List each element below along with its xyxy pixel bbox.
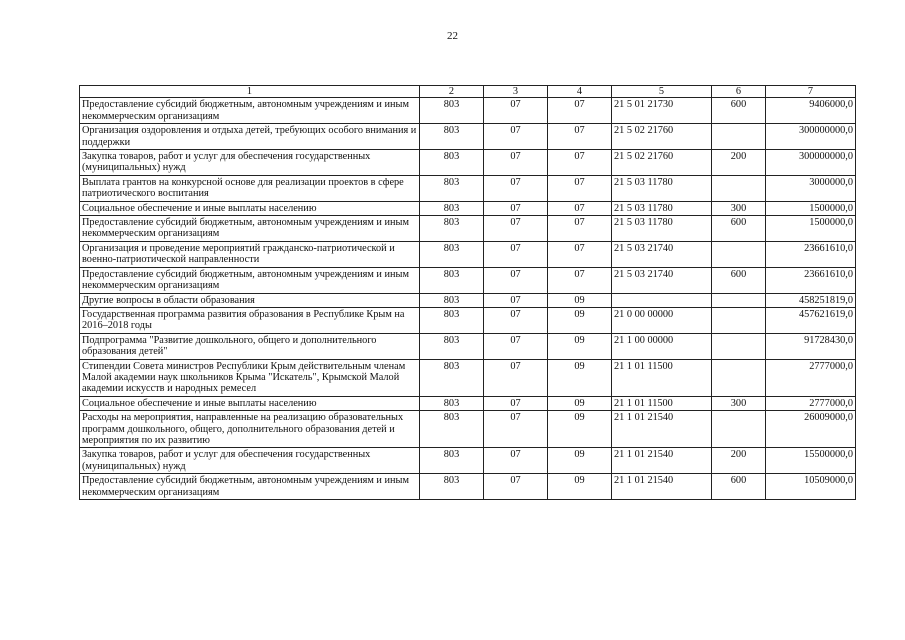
target-article-cell: 21 1 01 11500 <box>612 396 712 410</box>
expense-type-cell <box>712 307 766 333</box>
amount-cell: 300000000,0 <box>766 124 856 150</box>
section-cell: 07 <box>484 396 548 410</box>
table-row <box>80 98 856 124</box>
ministry-code-cell: 803 <box>420 175 484 201</box>
subsection-cell: 07 <box>548 124 612 150</box>
row-name-cell: Закупка товаров, работ и услуг для обеспечения государственных (муниципальных) нужд <box>80 448 420 474</box>
ministry-code-cell: 803 <box>420 98 484 124</box>
ministry-code-cell: 803 <box>420 293 484 307</box>
section-cell: 07 <box>484 411 548 448</box>
row-name-cell: Закупка товаров, работ и услуг для обеспечения государственных (муниципальных) нужд <box>80 150 420 176</box>
subsection-cell: 09 <box>548 293 612 307</box>
target-article-cell: 21 1 01 21540 <box>612 474 712 500</box>
section-cell: 07 <box>484 175 548 201</box>
ministry-code-cell: 803 <box>420 396 484 410</box>
amount-cell: 1500000,0 <box>766 201 856 215</box>
amount-cell: 26009000,0 <box>766 411 856 448</box>
subsection-cell: 07 <box>548 98 612 124</box>
section-cell: 07 <box>484 359 548 396</box>
amount-cell: 300000000,0 <box>766 150 856 176</box>
table-row <box>80 241 856 267</box>
table-row <box>80 216 856 242</box>
target-article-cell: 21 5 03 21740 <box>612 267 712 293</box>
ministry-code-cell: 803 <box>420 241 484 267</box>
subsection-cell: 09 <box>548 359 612 396</box>
section-cell: 07 <box>484 474 548 500</box>
row-name-cell: Другие вопросы в области образования <box>80 293 420 307</box>
table-row <box>80 411 856 448</box>
expense-type-cell: 600 <box>712 216 766 242</box>
column-header: 1 <box>80 86 420 98</box>
table-row <box>80 293 856 307</box>
row-name-cell: Государственная программа развития образования в Республике Крым на 2016–2018 годы <box>80 307 420 333</box>
expense-type-cell: 600 <box>712 98 766 124</box>
page-number: 22 <box>447 30 458 42</box>
expense-type-cell <box>712 175 766 201</box>
expense-type-cell <box>712 411 766 448</box>
subsection-cell: 09 <box>548 396 612 410</box>
ministry-code-cell: 803 <box>420 124 484 150</box>
row-name-cell: Подпрограмма "Развитие дошкольного, общего и дополнительного образования детей" <box>80 333 420 359</box>
section-cell: 07 <box>484 448 548 474</box>
subsection-cell: 07 <box>548 267 612 293</box>
ministry-code-cell: 803 <box>420 150 484 176</box>
subsection-cell: 09 <box>548 474 612 500</box>
target-article-cell: 21 1 01 11500 <box>612 359 712 396</box>
expense-type-cell <box>712 293 766 307</box>
amount-cell: 10509000,0 <box>766 474 856 500</box>
section-cell: 07 <box>484 333 548 359</box>
column-header: 3 <box>484 86 548 98</box>
subsection-cell: 07 <box>548 216 612 242</box>
amount-cell: 15500000,0 <box>766 448 856 474</box>
column-header: 4 <box>548 86 612 98</box>
table-row <box>80 124 856 150</box>
table-row <box>80 175 856 201</box>
amount-cell: 91728430,0 <box>766 333 856 359</box>
subsection-cell: 07 <box>548 201 612 215</box>
target-article-cell: 21 5 02 21760 <box>612 124 712 150</box>
row-name-cell: Организация и проведение мероприятий гражданско-патриотической и военно-патриотической направленности <box>80 241 420 267</box>
target-article-cell <box>612 293 712 307</box>
section-cell: 07 <box>484 307 548 333</box>
ministry-code-cell: 803 <box>420 333 484 359</box>
target-article-cell: 21 1 00 00000 <box>612 333 712 359</box>
expense-type-cell: 300 <box>712 201 766 215</box>
row-name-cell: Предоставление субсидий бюджетным, автономным учреждениям и иным некоммерческим организациям <box>80 98 420 124</box>
row-name-cell: Предоставление субсидий бюджетным, автономным учреждениям и иным некоммерческим организациям <box>80 216 420 242</box>
table-row <box>80 396 856 410</box>
target-article-cell: 21 1 01 21540 <box>612 411 712 448</box>
column-header: 7 <box>766 86 856 98</box>
subsection-cell: 09 <box>548 307 612 333</box>
expense-type-cell: 200 <box>712 448 766 474</box>
table-row <box>80 359 856 396</box>
ministry-code-cell: 803 <box>420 474 484 500</box>
table-row <box>80 201 856 215</box>
target-article-cell: 21 5 03 11780 <box>612 175 712 201</box>
row-name-cell: Социальное обеспечение и иные выплаты населению <box>80 201 420 215</box>
target-article-cell: 21 5 03 11780 <box>612 216 712 242</box>
table-row <box>80 267 856 293</box>
subsection-cell: 09 <box>548 448 612 474</box>
column-header: 5 <box>612 86 712 98</box>
table-header-row <box>80 86 856 98</box>
subsection-cell: 07 <box>548 175 612 201</box>
section-cell: 07 <box>484 216 548 242</box>
expense-type-cell <box>712 333 766 359</box>
target-article-cell: 21 5 02 21760 <box>612 150 712 176</box>
table-row <box>80 474 856 500</box>
ministry-code-cell: 803 <box>420 216 484 242</box>
amount-cell: 1500000,0 <box>766 216 856 242</box>
row-name-cell: Социальное обеспечение и иные выплаты населению <box>80 396 420 410</box>
subsection-cell: 07 <box>548 241 612 267</box>
expense-type-cell: 200 <box>712 150 766 176</box>
table-row <box>80 307 856 333</box>
ministry-code-cell: 803 <box>420 307 484 333</box>
section-cell: 07 <box>484 150 548 176</box>
row-name-cell: Стипендии Совета министров Республики Крым действительным членам Малой академии наук школьников Крыма "Искатель", Крымской Малой академии искусств и народных ремесел <box>80 359 420 396</box>
row-name-cell: Выплата грантов на конкурсной основе для реализации проектов в сфере патриотического воспитания <box>80 175 420 201</box>
expense-type-cell <box>712 124 766 150</box>
column-header: 6 <box>712 86 766 98</box>
expense-type-cell <box>712 241 766 267</box>
ministry-code-cell: 803 <box>420 359 484 396</box>
column-header: 2 <box>420 86 484 98</box>
amount-cell: 23661610,0 <box>766 241 856 267</box>
expense-type-cell: 600 <box>712 267 766 293</box>
section-cell: 07 <box>484 124 548 150</box>
row-name-cell: Предоставление субсидий бюджетным, автономным учреждениям и иным некоммерческим организациям <box>80 267 420 293</box>
ministry-code-cell: 803 <box>420 448 484 474</box>
section-cell: 07 <box>484 201 548 215</box>
section-cell: 07 <box>484 267 548 293</box>
section-cell: 07 <box>484 241 548 267</box>
row-name-cell: Расходы на мероприятия, направленные на реализацию образовательных программ дошкольного, общего, дополнительного образования детей и мероприятия по их развитию <box>80 411 420 448</box>
amount-cell: 9406000,0 <box>766 98 856 124</box>
table-row <box>80 448 856 474</box>
expense-type-cell: 300 <box>712 396 766 410</box>
row-name-cell: Организация оздоровления и отдыха детей, требующих особого внимания и поддержки <box>80 124 420 150</box>
expense-type-cell: 600 <box>712 474 766 500</box>
amount-cell: 2777000,0 <box>766 359 856 396</box>
amount-cell: 457621619,0 <box>766 307 856 333</box>
target-article-cell: 21 5 03 21740 <box>612 241 712 267</box>
target-article-cell: 21 5 03 11780 <box>612 201 712 215</box>
target-article-cell: 21 5 01 21730 <box>612 98 712 124</box>
ministry-code-cell: 803 <box>420 267 484 293</box>
amount-cell: 2777000,0 <box>766 396 856 410</box>
target-article-cell: 21 1 01 21540 <box>612 448 712 474</box>
ministry-code-cell: 803 <box>420 411 484 448</box>
amount-cell: 458251819,0 <box>766 293 856 307</box>
amount-cell: 23661610,0 <box>766 267 856 293</box>
subsection-cell: 09 <box>548 333 612 359</box>
amount-cell: 3000000,0 <box>766 175 856 201</box>
expense-type-cell <box>712 359 766 396</box>
section-cell: 07 <box>484 293 548 307</box>
ministry-code-cell: 803 <box>420 201 484 215</box>
row-name-cell: Предоставление субсидий бюджетным, автономным учреждениям и иным некоммерческим организациям <box>80 474 420 500</box>
budget-table <box>79 85 856 500</box>
subsection-cell: 09 <box>548 411 612 448</box>
subsection-cell: 07 <box>548 150 612 176</box>
target-article-cell: 21 0 00 00000 <box>612 307 712 333</box>
section-cell: 07 <box>484 98 548 124</box>
table-row <box>80 150 856 176</box>
table-row <box>80 333 856 359</box>
